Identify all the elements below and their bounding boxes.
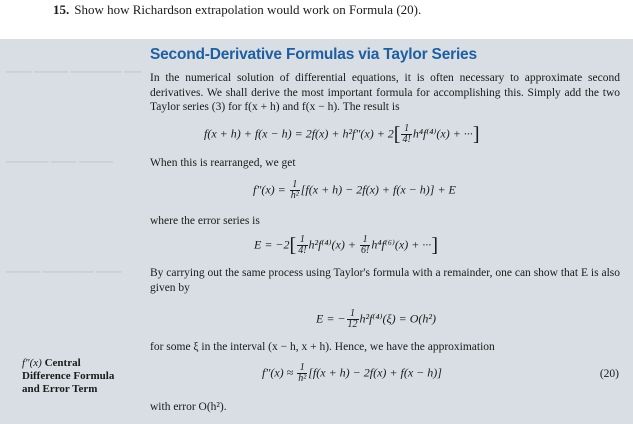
section-title: Second-Derivative Formulas via Taylor Series	[150, 46, 477, 63]
central-difference-equation	[262, 363, 442, 384]
eq-final-lhs: f″(x) ≈	[262, 365, 294, 380]
eq-e2-fraction: $\frac{1}{12}$	[347, 308, 358, 330]
intro-paragraph: In the numerical solution of differential equations, it is often necessary to approximate second derivatives. We shall derive the most important formula for accomplishing this. Simply add the two Taylor series (3) for f(x + h) and f(x − h). The result is	[150, 72, 620, 113]
margin-note	[22, 357, 132, 396]
margin-note-formula: f″(x)	[22, 357, 42, 369]
exercise-text: Show how Richardson extrapolation would work on Formula (20).	[74, 2, 422, 17]
eq-e2-rhs: h²f⁽⁴⁾(ξ) = O(h²)	[359, 311, 437, 326]
margin-note-line2: Difference Formula	[22, 370, 115, 382]
bleed-through-decoration: ▁▁▁ ▁▁▁▁ ▁▁▁▁▁▁ ▁▁	[6, 61, 142, 73]
with-error-text: with error O(h²).	[150, 401, 227, 413]
error-series-text: where the error series is	[150, 215, 260, 227]
equation-number: (20)	[599, 368, 619, 380]
eq-rearr-rhs: [f(x + h) − 2f(x) + f(x − h)] + E	[300, 182, 456, 197]
eq-sum-rhs: h⁴f⁽⁴⁾(x) + ···	[412, 126, 473, 141]
bleed-through-decoration: ▁▁▁▁▁ ▁▁▁ ▁▁▁▁	[6, 151, 114, 163]
eq-err-lhs: E = −2	[254, 237, 290, 252]
eq-rearr-lhs: f″(x) =	[253, 182, 286, 197]
exercise-15	[53, 2, 423, 18]
some-xi-text: for some ξ in the interval (x − h, x + h). Hence, we have the approximation	[150, 341, 495, 353]
eq-err-fraction-2: $\frac{1}{6!}$	[360, 234, 370, 256]
eq-final-fraction: $\frac{1}{\text{h²}}$	[298, 362, 307, 384]
eq-rearr-fraction: $\frac{1}{\text{h²}}$	[290, 179, 299, 201]
rearranged-text: When this is rearranged, we get	[150, 157, 296, 169]
eq-err-rhs: h⁴f⁽⁶⁾(x) + ···	[371, 237, 432, 252]
error-series-equation: E = −2[ $\frac{1}{4!}$ h²f⁽⁴⁾(x) + $\frac{1}{6!}$ h⁴f⁽⁶⁾(x) + ···]	[254, 234, 438, 257]
error-term-equation	[316, 309, 436, 330]
rearranged-equation	[253, 180, 456, 201]
exercise-number: 15.	[53, 2, 70, 17]
bleed-through-decoration: ▁▁▁▁ ▁▁▁▁▁▁ ▁▁▁	[6, 261, 122, 273]
margin-note-line3: and Error Term	[22, 383, 98, 395]
eq-final-rhs: [f(x + h) − 2f(x) + f(x − h)]	[308, 365, 442, 380]
taylor-sum-equation: f(x + h) + f(x − h) = 2f(x) + h²f″(x) + 2[ $\frac{1}{4!}$ h⁴f⁽⁴⁾(x) + ···]	[204, 123, 480, 146]
eq-sum-lhs: f(x + h) + f(x − h) = 2f(x) + h²f″(x) + 2	[204, 126, 394, 141]
eq-err-fraction-1: $\frac{1}{4!}$	[298, 234, 307, 256]
eq-e2-lhs: E = −	[316, 311, 346, 326]
eq-sum-fraction: $\frac{1}{4!}$	[402, 123, 411, 145]
carrying-paragraph: By carrying out the same process using Taylor's formula with a remainder, one can show that E is also given by	[150, 267, 620, 294]
margin-note-line1: Central	[44, 357, 81, 369]
eq-err-mid: h²f⁽⁴⁾(x) +	[308, 237, 356, 252]
